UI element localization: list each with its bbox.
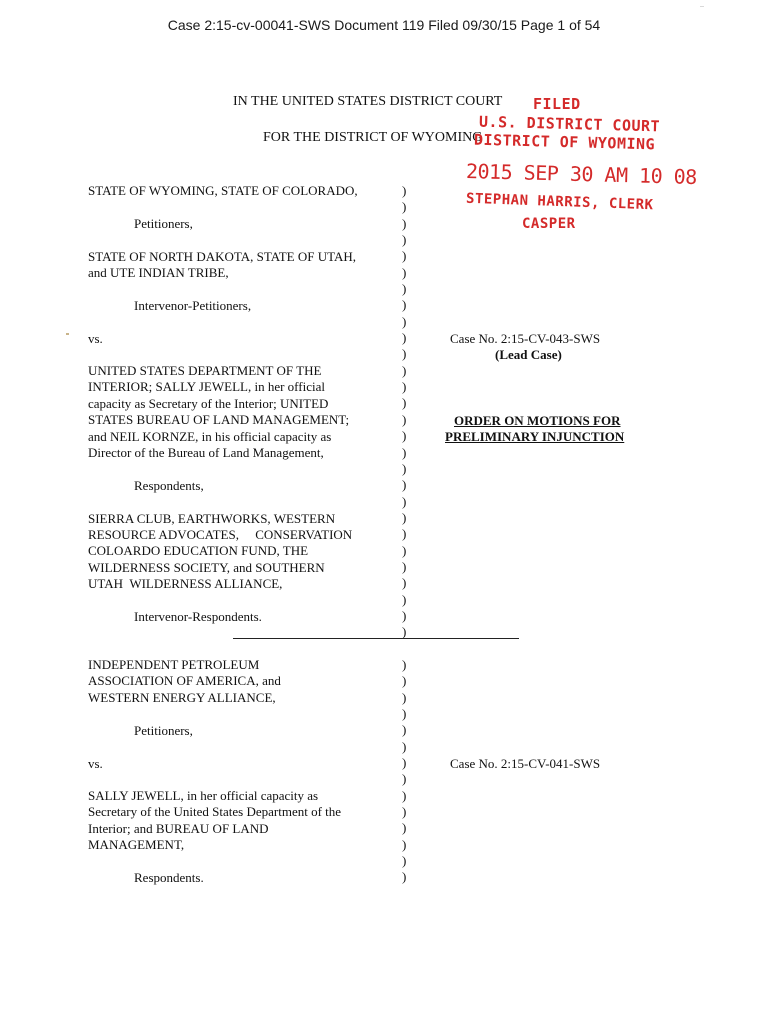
case1-order-title-line2: PRELIMINARY INJUNCTION — [445, 429, 625, 444]
case1-petitioners: STATE OF WYOMING, STATE OF COLORADO, — [88, 183, 358, 198]
case1-intervenors-role: Intervenor-Petitioners, — [134, 298, 252, 313]
stamp-city: CASPER — [522, 216, 576, 232]
case2-petitioners-line3: WESTERN ENERGY ALLIANCE, — [88, 690, 276, 705]
case2-respondents-line1: SALLY JEWELL, in her official capacity as — [88, 788, 319, 803]
case1-respondents-line2: INTERIOR; SALLY JEWELL, in her official — [88, 379, 325, 394]
case1-case-number: Case No. 2:15-CV-043-SWS — [450, 331, 601, 346]
case1-respondents-line4: STATES BUREAU OF LAND MANAGEMENT; — [88, 412, 350, 427]
case1-respondents-line5: and NEIL KORNZE, in his official capacity as — [88, 429, 332, 444]
case1-petitioners-role: Petitioners, — [134, 216, 193, 231]
case1-order-title-line1: ORDER ON MOTIONS FOR — [454, 413, 621, 428]
case2-respondents-line4: MANAGEMENT, — [88, 837, 185, 852]
case2-vs: vs. — [88, 756, 103, 771]
case1-int-resp-line3: COLOARDO EDUCATION FUND, THE — [88, 543, 309, 558]
case1-intervenors-line1: STATE OF NORTH DAKOTA, STATE OF UTAH, — [88, 249, 357, 264]
stamp-date: 2015 SEP 30 AM 10 08 — [465, 158, 698, 190]
case-divider — [233, 638, 519, 639]
case1-int-resp-line4: WILDERNESS SOCIETY, and SOUTHERN — [88, 560, 325, 575]
case1-intervenors-line2: and UTE INDIAN TRIBE, — [88, 265, 229, 280]
court-district: FOR THE DISTRICT OF WYOMING — [263, 130, 483, 145]
case1-int-resp-line5: UTAH WILDERNESS ALLIANCE, — [88, 576, 283, 591]
case1-int-resp-line2: RESOURCE ADVOCATES, CONSERVATION — [88, 527, 353, 542]
court-title: IN THE UNITED STATES DISTRICT COURT — [233, 94, 503, 109]
case2-respondents-role: Respondents. — [134, 870, 204, 885]
stamp-filed: FILED — [533, 95, 581, 113]
document-header: Case 2:15-cv-00041-SWS Document 119 Filed 09/30/15 Page 1 of 54 — [167, 17, 601, 33]
case1-caption-parentheses: ) ) ) ) ) ) ) ) ) ) ) ) ) ) ) ) ) ) ) ) ) ) ) ) ) ) ) ) — [402, 183, 407, 640]
case2-case-number: Case No. 2:15-CV-041-SWS — [450, 756, 601, 771]
case2-respondents-line3: Interior; and BUREAU OF LAND — [88, 821, 269, 836]
case2-respondents-line2: Secretary of the United States Department of the — [88, 804, 342, 819]
case1-respondents-line1: UNITED STATES DEPARTMENT OF THE — [88, 363, 322, 378]
stamp-court: U.S. DISTRICT COURT — [478, 112, 661, 136]
case1-respondents-role: Respondents, — [134, 478, 204, 493]
case1-int-resp-role: Intervenor-Respondents. — [134, 609, 262, 624]
stamp-clerk: STEPHAN HARRIS, CLERK — [465, 190, 654, 214]
stamp-district: DISTRICT OF WYOMING — [473, 130, 656, 154]
case2-petitioners-role: Petitioners, — [134, 723, 193, 738]
case1-int-resp-line1: SIERRA CLUB, EARTHWORKS, WESTERN — [88, 511, 336, 526]
case1-respondents-line3: capacity as Secretary of the Interior; UNITED — [88, 396, 329, 411]
scan-speck — [700, 6, 704, 7]
case2-petitioners-line2: ASSOCIATION OF AMERICA, and — [88, 673, 281, 688]
case2-petitioners-line1: INDEPENDENT PETROLEUM — [88, 657, 260, 672]
scan-speck — [66, 333, 69, 335]
case1-respondents-line6: Director of the Bureau of Land Management, — [88, 445, 324, 460]
case1-lead-case: (Lead Case) — [495, 347, 562, 362]
case2-caption-parentheses: ) ) ) ) ) ) ) ) ) ) ) ) ) ) — [402, 657, 407, 885]
case1-vs: vs. — [88, 331, 103, 346]
